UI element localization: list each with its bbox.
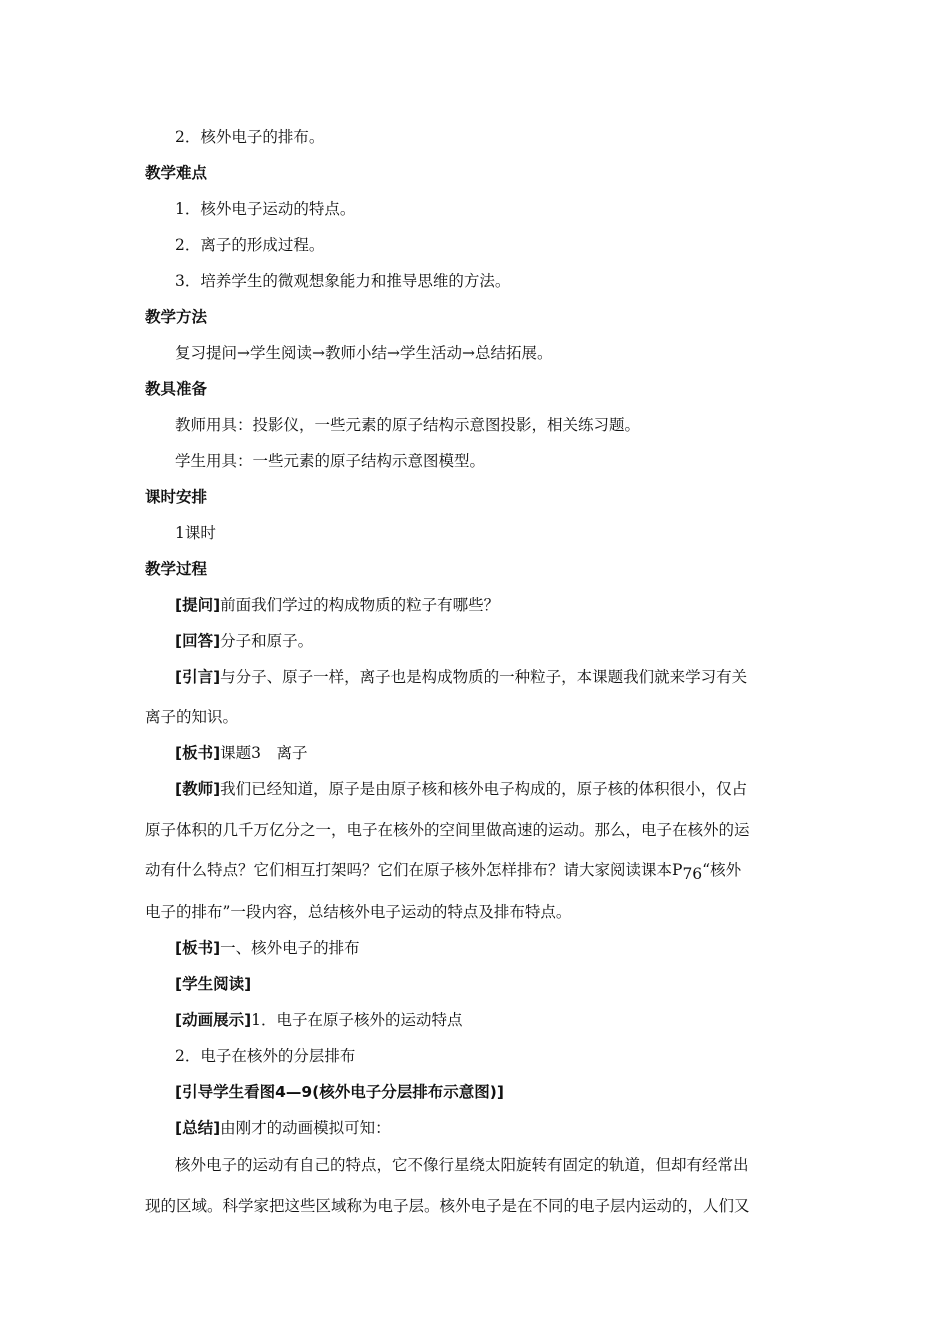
difficulty-item-2: 2．离子的形成过程。 — [175, 236, 325, 254]
board-text-2: 一、核外电子的排布 — [220, 939, 360, 957]
board-line-2 — [175, 938, 360, 958]
teacher-line-3 — [145, 860, 742, 883]
animation-text: 1．电子在原子核外的运动特点 — [251, 1011, 463, 1029]
tools-teacher: 教师用具：投影仪，一些元素的原子结构示意图投影，相关练习题。 — [175, 416, 641, 434]
summary-tag: [总结] — [175, 1119, 221, 1137]
intro-text-1: 与分子、原子一样，离子也是构成物质的一种粒子，本课题我们就来学习有关 — [220, 668, 748, 686]
intro-line-1 — [175, 667, 747, 687]
method-text: 复习提问→学生阅读→教师小结→学生活动→总结拓展。 — [175, 344, 553, 362]
answer-text: 分子和原子。 — [220, 632, 314, 650]
para-line-1: 核外电子的运动有自己的特点，它不像行星绕太阳旋转有固定的轨道，但却有经常出 — [175, 1156, 749, 1174]
reading-tag: [学生阅读] — [175, 975, 252, 993]
heading-difficulty: 教学难点 — [145, 164, 208, 182]
summary-text: 由刚才的动画模拟可知： — [220, 1119, 391, 1137]
board-tag-2: [板书] — [175, 939, 221, 957]
para-line-2: 现的区域。科学家把这些区域称为电子层。核外电子是在不同的电子层内运动的，人们又 — [145, 1197, 750, 1215]
animation-line — [175, 1010, 463, 1030]
heading-tools: 教具准备 — [145, 380, 208, 398]
question-text: 前面我们学过的构成物质的粒子有哪些？ — [220, 596, 500, 614]
question-line — [175, 595, 499, 615]
teacher-tag: [教师] — [175, 780, 221, 798]
guide-line: [引导学生看图4—9(核外电子分层排布示意图)] — [175, 1083, 504, 1101]
answer-line — [175, 631, 313, 651]
difficulty-item-3: 3．培养学生的微观想象能力和推导思维的方法。 — [175, 272, 511, 290]
intro-tag: [引言] — [175, 668, 221, 686]
teacher-line-2: 原子体积的几千万亿分之一，电子在核外的空间里做高速的运动。那么，电子在核外的运 — [145, 821, 750, 839]
tools-student: 学生用具：一些元素的原子结构示意图模型。 — [175, 452, 486, 470]
teacher-text-3a: 动有什么特点？它们相互打架吗？它们在原子核外怎样排布？请大家阅读课本P — [145, 861, 683, 879]
difficulty-item-1: 1．核外电子运动的特点。 — [175, 200, 356, 218]
question-tag: [提问] — [175, 596, 221, 614]
intro-line-2: 离子的知识。 — [145, 708, 239, 726]
objective-item-2: 2．核外电子的排布。 — [175, 128, 325, 146]
page-subscript: 76 — [682, 865, 703, 883]
board-line-1 — [175, 743, 308, 763]
answer-tag: [回答] — [175, 632, 221, 650]
summary-line — [175, 1118, 391, 1138]
board-tag-1: [板书] — [175, 744, 221, 762]
schedule-text: 1课时 — [175, 524, 216, 542]
animation-tag: [动画展示] — [175, 1011, 252, 1029]
board-text-1: 课题3 离子 — [220, 744, 308, 762]
layer-item: 2．电子在核外的分层排布 — [175, 1047, 356, 1065]
teacher-line-4: 电子的排布”一段内容，总结核外电子运动的特点及排布特点。 — [145, 903, 572, 921]
heading-process: 教学过程 — [145, 560, 208, 578]
teacher-line-1 — [175, 779, 747, 799]
teacher-text-3b: “核外 — [702, 861, 742, 879]
heading-schedule: 课时安排 — [145, 488, 208, 506]
heading-method: 教学方法 — [145, 308, 208, 326]
teacher-text-1: 我们已经知道，原子是由原子核和核外电子构成的，原子核的体积很小，仅占 — [220, 780, 748, 798]
